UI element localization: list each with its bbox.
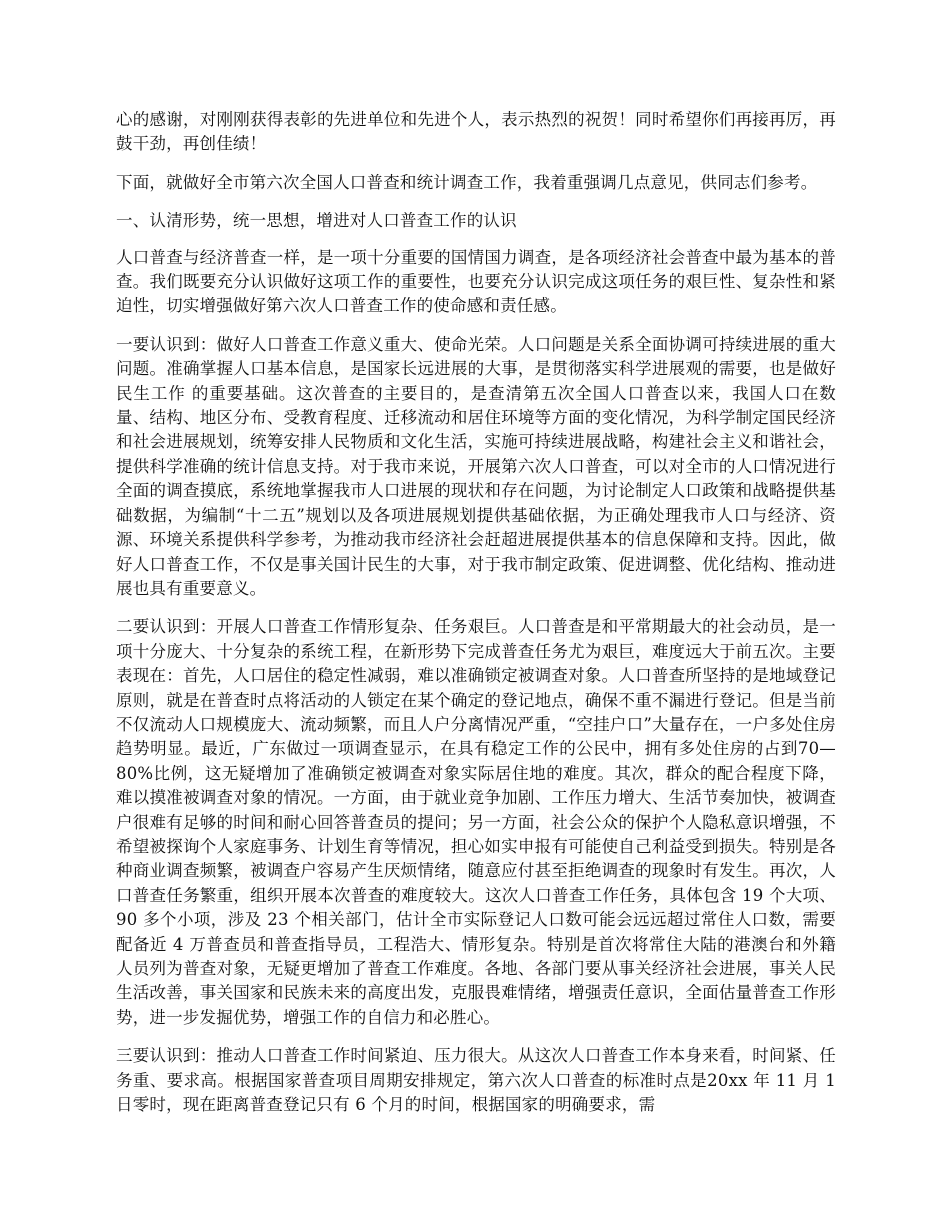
section-heading-1: 一、认清形势，统一思想，增进对人口普查工作的认识 — [116, 211, 517, 231]
paragraph-intro-opinions: 下面，就做好全市第六次全国人口普查和统计调查工作，我着重强调几点意见，供同志们参考。 — [116, 172, 818, 192]
paragraph-intro-thanks: 心的感谢，对刚刚获得表彰的先进单位和先进个人，表示热烈的祝贺！同时希望你们再接再厉，再鼓干劲，再创佳绩！ — [116, 110, 836, 154]
paragraph-point-one: 一要认识到：做好人口普查工作意义重大、使命光荣。人口问题是关系全面协调可持续进展的重大问题。准确掌握人口基本信息，是国家长远进展的大事，是贯彻落实科学进展观的需要，也是做好民生工作 的重要基础。这次普查的主要目的，是查清第五次全国人口普查以来，我国人口在数量、结构、地区分布、受教育程度、迁移流动和居住环境等方面的变化情况，为科学制定国民经济和社会进展规划，统筹安排人民物质和文化生活，实施可持续进展战略，构建社会主义和谐社会，提供科学准确的统计信息支持。对于我市来说，开展第六次人口普查，可以对全市的人口情况进行全面的调查摸底，系统地掌握我市人口进展的现状和存在问题，为讨论制定人口政策和战略提供基础数据，为编制“十二五”规划以及各项进展规划提供基础依据，为正确处理我市人口与经济、资源、环境关系提供科学参考，为推动我市经济社会赶超进展提供基本的信息保障和支持。因此，做好人口普查工作，不仅是事关国计民生的大事，对于我市制定政策、促进调整、优化结构、推动进展也具有重要意义。 — [116, 334, 836, 598]
paragraph-census-overview: 人口普查与经济普查一样，是一项十分重要的国情国力调查，是各项经济社会普查中最为基本的普查。我们既要充分认识做好这项工作的重要性，也要充分认识完成这项任务的艰巨性、复杂性和紧迫性，切实增强做好第六次人口普查工作的使命感和责任感。 — [116, 247, 836, 316]
document-body — [116, 108, 836, 1131]
paragraph-point-two: 二要认识到：开展人口普查工作情形复杂、任务艰巨。人口普查是和平常期最大的社会动员，是一项十分庞大、十分复杂的系统工程，在新形势下完成普查任务尤为艰巨，难度远大于前五次。主要表现在：首先，人口居住的稳定性减弱，难以准确锁定被调查对象。人口普查所坚持的是地域登记原则，就是在普查时点将活动的人锁定在某个确定的登记地点，确保不重不漏进行登记。但是当前不仅流动人口规模庞大、流动频繁，而且人户分离情况严重，“空挂户口”大量存在，一户多处住房趋势明显。最近，广东做过一项调查显示，在具有稳定工作的公民中，拥有多处住房的占到70—80%比例，这无疑增加了准确锁定被调查对象实际居住地的难度。其次，群众的配合程度下降，难以摸准被调查对象的情况。一方面，由于就业竞争加剧、工作压力增大、生活节奏加快，被调查户很难有足够的时间和耐心回答普查员的提问；另一方面，社会公众的保护个人隐私意识增强，不希望被探询个人家庭事务、计划生育等情况，担心如实申报有可能使自己利益受到损失。特别是各种商业调查频繁，被调查户容易产生厌烦情绪，随意应付甚至拒绝调查的现象时有发生。再次，人口普查任务繁重，组织开展本次普查的难度较大。这次人口普查工作任务，具体包含 19 个大项、90 多个小项，涉及 23 个相关部门，估计全市实际登记人口数可能会远远超过常住人口数，需要配备近 4 万普查员和普查指导员，工程浩大、情形复杂。特别是首次将常住大陆的港澳台和外籍人员列为普查对象，无疑更增加了普查工作难度。各地、各部门要从事关经济社会进展，事关人民生活改善，事关国家和民族未来的高度出发，克服畏难情绪，增强责任意识，全面估量普查工作形势，进一步发掘优势，增强工作的自信力和必胜心。 — [116, 617, 836, 1027]
paragraph-point-three: 三要认识到：推动人口普查工作时间紧迫、压力很大。从这次人口普查工作本身来看，时间紧、任务重、要求高。根据国家普查项目周期安排规定，第六次人口普查的标准时点是20xx 年 11 月 1 日零时，现在距离普查登记只有 6 个月的时间，根据国家的明确要求，需 — [116, 1046, 836, 1115]
